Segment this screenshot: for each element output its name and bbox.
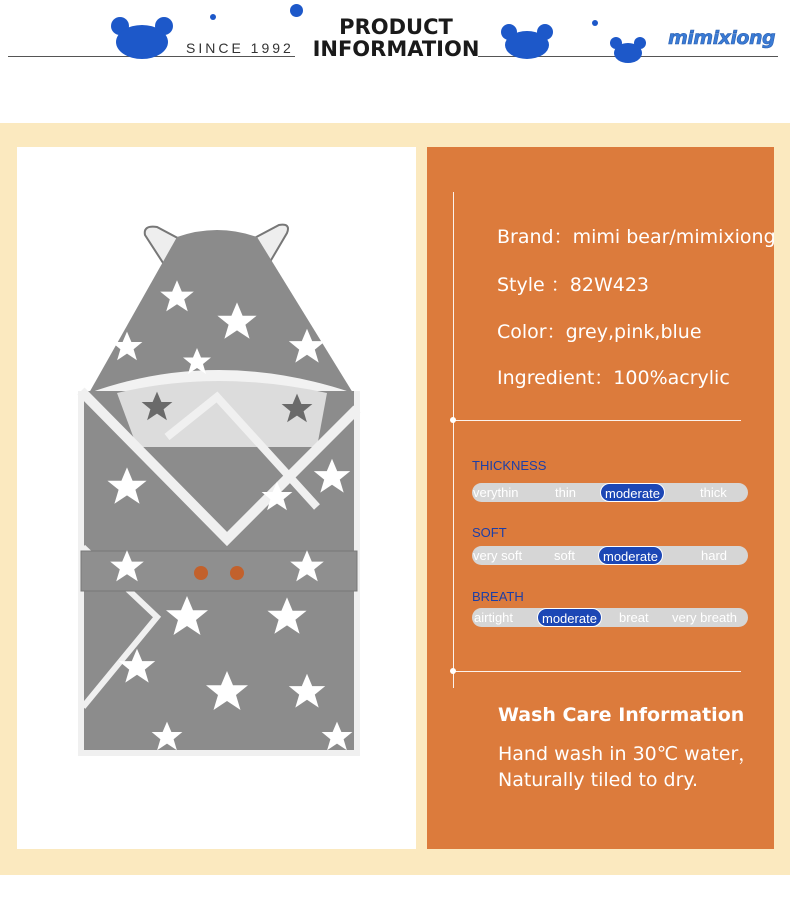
scale-title-thickness: THICKNESS [472, 458, 547, 473]
scale-option-selected: moderate [537, 608, 602, 627]
page-title [296, 16, 496, 60]
info-color: Color：grey,pink,blue [497, 321, 702, 343]
separator [453, 420, 741, 421]
scale-title-breath: BREATH [472, 589, 524, 604]
wash-care-line: Hand wash in 30℃ water， [498, 743, 758, 765]
scale-option: hard [701, 548, 728, 563]
header [0, 0, 790, 80]
scale-option: thick [700, 485, 727, 500]
timeline-line [453, 192, 454, 688]
page-title-line1: PRODUCT [339, 15, 453, 39]
brand-logo: mimixiong [668, 27, 776, 49]
scale-bar-soft [472, 546, 748, 565]
since-label: SINCE 1992 [186, 40, 294, 56]
scale-bar-breath [472, 608, 748, 627]
wash-care-line: Naturally tiled to dry. [498, 769, 699, 791]
scale-bar-thickness [472, 483, 748, 502]
scale-option: airtight [474, 610, 514, 625]
bear-icon [500, 22, 554, 60]
scale-title-soft: SOFT [472, 525, 507, 540]
bear-icon [110, 14, 174, 60]
scale-option-selected: moderate [598, 546, 663, 565]
timeline-node [450, 668, 456, 674]
wash-care-title: Wash Care Information [498, 704, 745, 726]
scale-option: very breath [672, 610, 738, 625]
product-photo [17, 147, 416, 849]
scale-option-selected: moderate [600, 483, 665, 502]
info-ingredient: Ingredient：100%acrylic [497, 367, 730, 389]
timeline-node [450, 417, 456, 423]
decor-dot [592, 20, 598, 26]
scale-option: very soft [473, 548, 523, 563]
separator [453, 671, 741, 672]
info-brand: Brand：mimi bear/mimixiong [497, 226, 776, 248]
scale-option: verythin [473, 485, 519, 500]
scale-option: thin [555, 485, 576, 500]
scale-option: soft [554, 548, 575, 563]
sleeping-bag-image [17, 147, 416, 849]
scale-option: breat [619, 610, 649, 625]
decor-dot [210, 14, 216, 20]
page-title-line2: INFORMATION [312, 37, 480, 61]
bear-icon [610, 36, 646, 64]
info-style: Style ：82W423 [497, 274, 649, 296]
